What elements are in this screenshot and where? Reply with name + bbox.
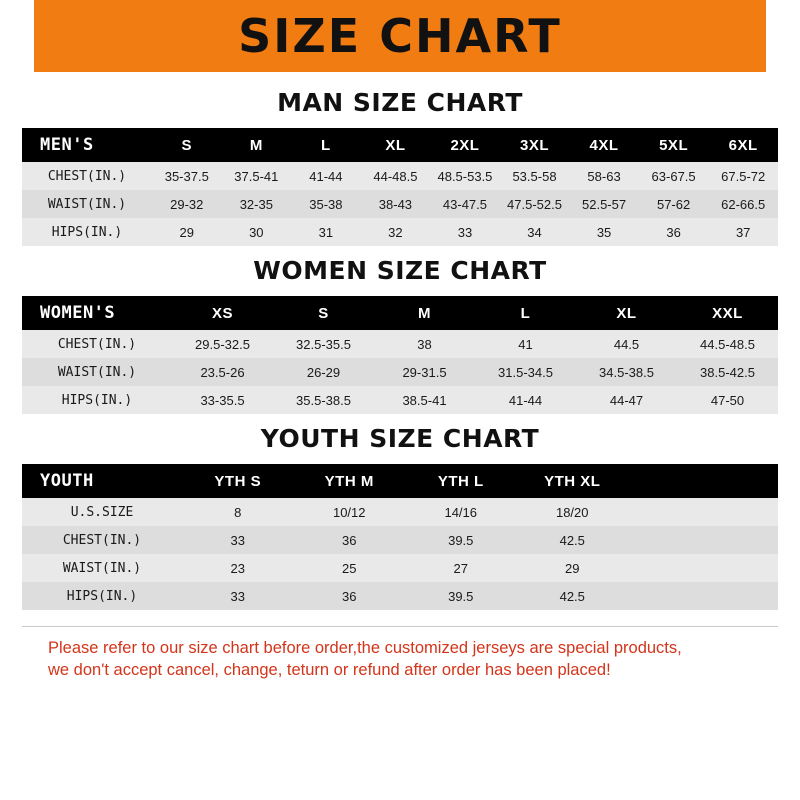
table-cell: 33 [230, 588, 245, 604]
table-cell: 38 [417, 336, 432, 352]
table-cell: 43-47.5 [442, 196, 487, 212]
table-header-cell-yth-s: YTH S [214, 472, 262, 490]
table-cell: 36 [342, 588, 357, 604]
table-header-cell-xs: XS [211, 304, 233, 322]
table-cell: 31 [318, 224, 334, 240]
table-cell: 14/16 [444, 504, 478, 520]
table-cell: 67.5-72 [721, 168, 766, 184]
table-header-cell-xl: XL [616, 304, 637, 322]
section-title-women: WOMEN SIZE CHART [253, 256, 547, 285]
table-cell: 29 [179, 224, 194, 240]
youth-size-table [22, 464, 778, 610]
table-cell: 29.5-32.5 [195, 336, 250, 352]
content [0, 72, 800, 682]
footer-note-line-2: we don't accept cancel, change, teturn or refund after order has been placed! [48, 661, 611, 680]
table-row [22, 582, 778, 610]
table-cell: 58-63 [587, 168, 621, 184]
table-header-cell-yth-xl: YTH XL [544, 472, 601, 490]
table-header-cell-l: L [321, 136, 331, 154]
table-cell: 38.5-41 [402, 392, 447, 408]
table-header-cell-xl: XL [385, 136, 406, 154]
women-size-table [22, 296, 778, 414]
table-cell: 27 [453, 560, 468, 576]
table-cell: 23 [230, 560, 245, 576]
table-header-row [22, 296, 778, 330]
table-cell: 57-62 [656, 196, 691, 212]
banner [0, 0, 800, 72]
table-cell: 33-35.5 [200, 392, 245, 408]
table-header-cell-m: M [418, 304, 431, 322]
table-cell: 18/20 [555, 504, 589, 520]
table-header-cell-m: M [249, 136, 263, 154]
table-header-cell-4xl: 4XL [589, 136, 619, 154]
row-label-us-size: U.S.SIZE [70, 504, 134, 520]
table-row [22, 386, 778, 414]
table-cell: 41-44 [508, 392, 543, 408]
table-header-cell-label: WOMEN'S [40, 303, 116, 323]
table-header-cell-3xl: 3XL [520, 136, 550, 154]
table-cell: 32.5-35.5 [296, 336, 351, 352]
table-cell: 47-50 [710, 392, 745, 408]
table-cell: 36 [342, 532, 357, 548]
table-cell: 44.5-48.5 [700, 336, 755, 352]
table-cell: 44-48.5 [373, 168, 418, 184]
table-header-cell-2xl: 2XL [450, 136, 480, 154]
row-label-chest: CHEST(IN.) [62, 532, 142, 548]
table-cell: 47.5-52.5 [507, 196, 562, 212]
table-cell: 29-32 [170, 196, 204, 212]
table-cell: 34.5-38.5 [599, 364, 654, 380]
footer-note [22, 626, 778, 682]
table-header-cell-6xl: 6XL [728, 136, 758, 154]
table-cell: 32 [388, 224, 403, 240]
table-row [22, 162, 778, 190]
table-header-row [22, 128, 778, 162]
table-cell: 42.5 [559, 588, 585, 604]
table-cell: 34 [527, 224, 542, 240]
page-title: SIZE CHART [238, 9, 562, 63]
table-cell: 33 [457, 224, 473, 240]
table-cell: 35 [596, 224, 612, 240]
table-cell-spacer [628, 554, 778, 582]
table-header-cell-s: S [181, 136, 193, 154]
table-cell: 48.5-53.5 [437, 168, 493, 184]
table-header-cell-label: YOUTH [40, 471, 94, 491]
table-cell: 25 [342, 560, 357, 576]
table-cell: 44-47 [609, 392, 644, 408]
table-cell: 29-31.5 [402, 364, 447, 380]
table-header-row [22, 464, 778, 498]
man-size-table [22, 128, 778, 246]
row-label-hips: HIPS(IN.) [51, 224, 123, 240]
table-cell: 30 [249, 224, 264, 240]
row-label-hips: HIPS(IN.) [61, 392, 133, 408]
table-cell: 35-38 [309, 196, 343, 212]
table-header-cell-l: L [520, 304, 531, 322]
row-label-waist: WAIST(IN.) [57, 364, 137, 380]
table-cell: 53.5-58 [512, 168, 557, 184]
table-cell: 31.5-34.5 [498, 364, 553, 380]
table-cell: 52.5-57 [582, 196, 627, 212]
table-cell: 63-67.5 [651, 168, 696, 184]
table-header-cell-s: S [318, 304, 329, 322]
table-cell: 39.5 [448, 588, 474, 604]
table-cell: 23.5-26 [200, 364, 245, 380]
table-cell: 35-37.5 [164, 168, 209, 184]
table-header-cell-5xl: 5XL [659, 136, 689, 154]
row-label-waist: WAIST(IN.) [62, 560, 142, 576]
table-cell: 26-29 [306, 364, 341, 380]
table-cell-spacer [628, 498, 778, 526]
row-label-hips: HIPS(IN.) [66, 588, 138, 604]
row-label-waist: WAIST(IN.) [47, 196, 127, 212]
table-row [22, 358, 778, 386]
row-label-chest: CHEST(IN.) [47, 168, 127, 184]
footer-note-line-1: Please refer to our size chart before order,the customized jerseys are special products, [48, 639, 682, 657]
table-cell: 37.5-41 [234, 168, 279, 184]
row-label-chest: CHEST(IN.) [57, 336, 137, 352]
table-row [22, 218, 778, 246]
table-cell-spacer [628, 582, 778, 610]
table-row [22, 330, 778, 358]
table-cell: 42.5 [559, 532, 585, 548]
table-header-cell-spacer [628, 464, 778, 498]
table-cell: 8 [234, 504, 242, 520]
table-cell: 32-35 [239, 196, 273, 212]
table-cell: 37 [735, 224, 751, 240]
table-cell: 41 [518, 336, 533, 352]
table-row [22, 190, 778, 218]
table-cell: 39.5 [448, 532, 474, 548]
section-title-man: MAN SIZE CHART [277, 88, 523, 117]
table-cell: 36 [666, 224, 681, 240]
table-cell: 38-43 [378, 196, 413, 212]
table-cell: 44.5 [613, 336, 640, 352]
table-row [22, 498, 778, 526]
table-cell: 10/12 [332, 504, 366, 520]
table-header-cell-yth-l: YTH L [437, 472, 484, 490]
section-title-youth: YOUTH SIZE CHART [260, 424, 540, 453]
table-cell: 35.5-38.5 [296, 392, 351, 408]
table-cell: 62-66.5 [721, 196, 766, 212]
table-row [22, 526, 778, 554]
table-header-cell-yth-m: YTH M [324, 472, 374, 490]
table-header-cell-xxl: XXL [712, 304, 743, 322]
table-row [22, 554, 778, 582]
table-cell-spacer [628, 526, 778, 554]
table-cell: 41-44 [309, 168, 343, 184]
table-cell: 29 [565, 560, 580, 576]
table-cell: 38.5-42.5 [700, 364, 755, 380]
table-header-cell-label: MEN'S [40, 135, 94, 155]
table-cell: 33 [230, 532, 245, 548]
